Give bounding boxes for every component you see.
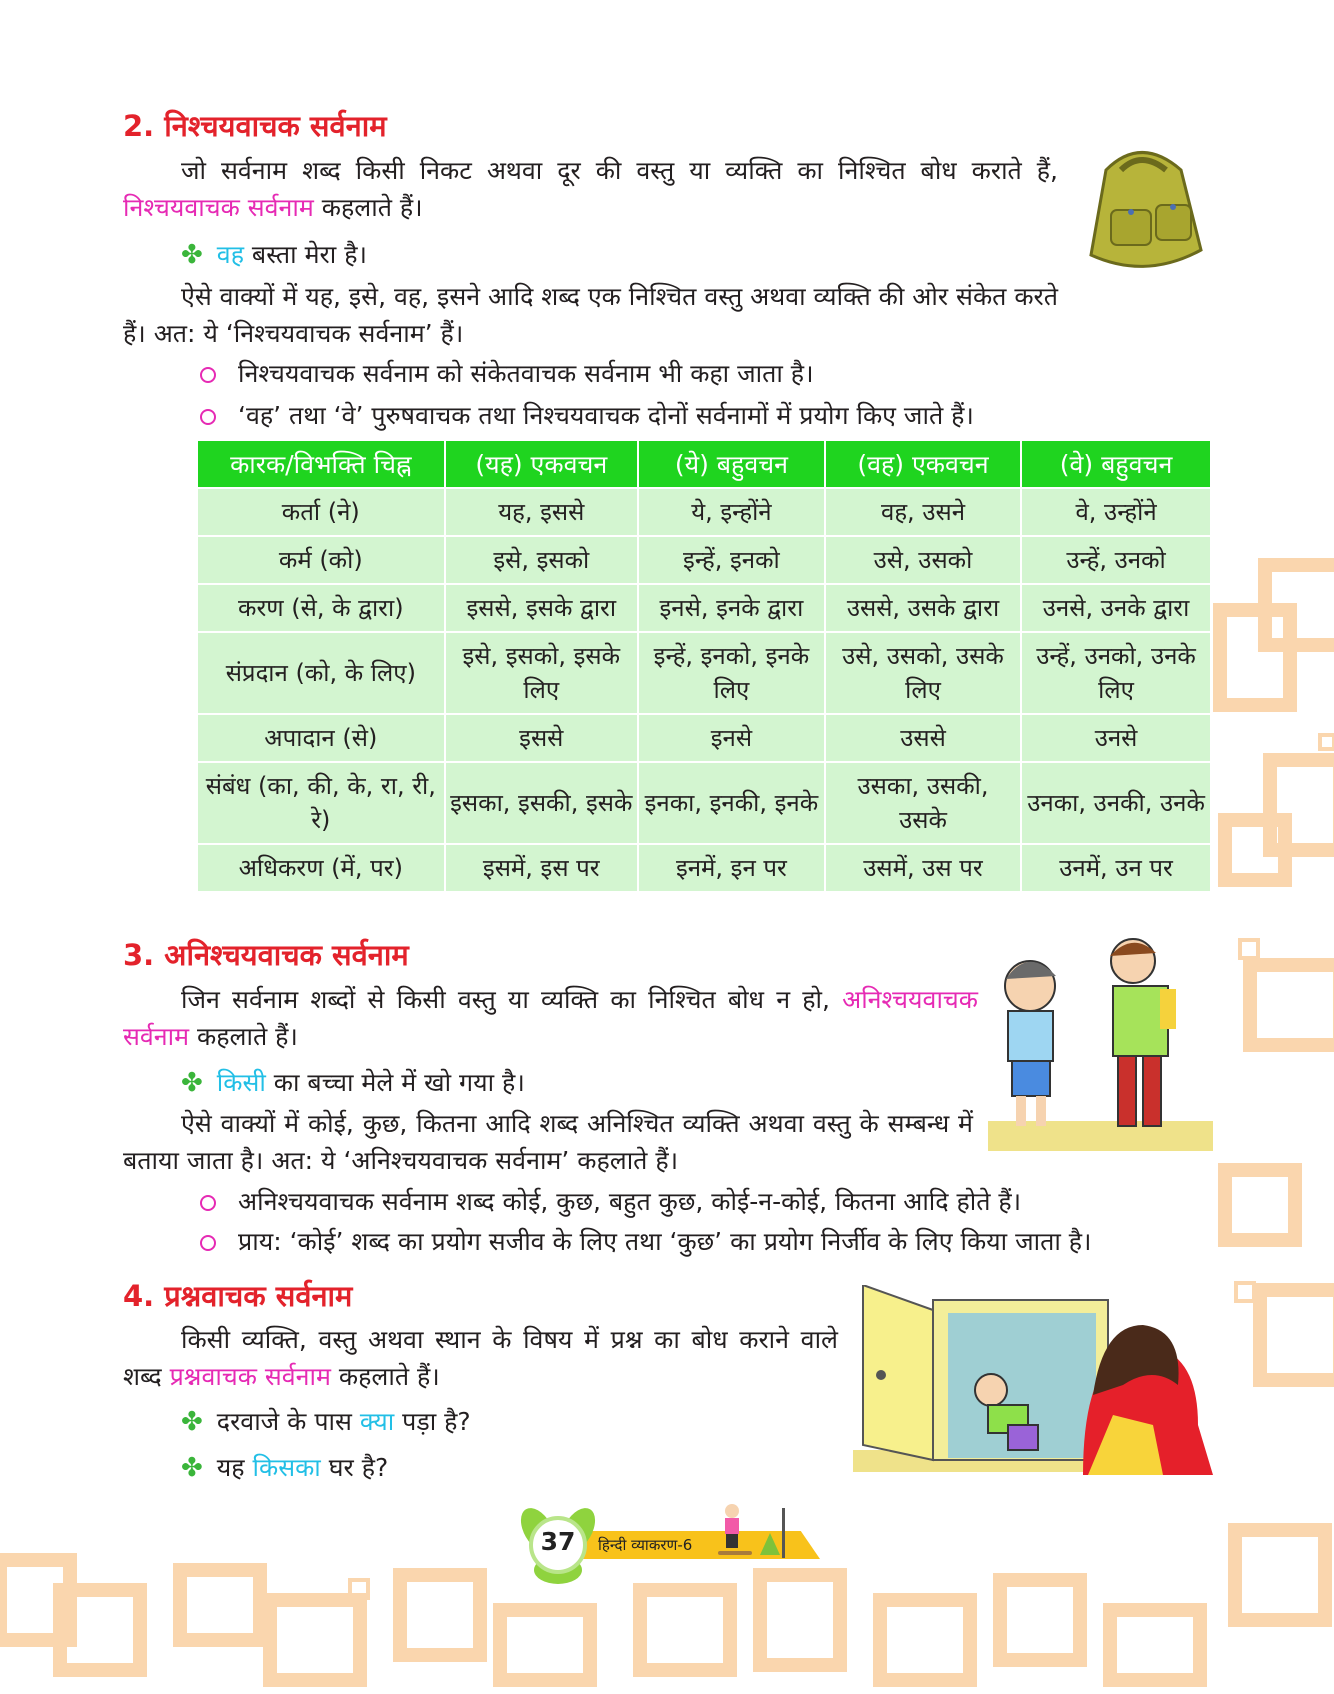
term-highlight: अनिश्चयवाचक सर्वनाम xyxy=(123,985,978,1051)
pronoun-form-cell: इसमें, इस पर xyxy=(446,845,637,891)
note-text: अनिश्चयवाचक सर्वनाम शब्द कोई, कुछ, बहुत कुछ, कोई-न-कोई, कितना आदि होते हैं। xyxy=(238,1187,1022,1216)
table-header-cell: (वे) बहुवचन xyxy=(1022,441,1210,487)
note-text: ‘वह’ तथा ‘वे’ पुरुषवाचक तथा निश्चयवाचक दोनों सर्वनामों में प्रयोग किए जाते हैं। xyxy=(238,401,974,430)
table-row xyxy=(198,585,1210,631)
book-title: हिन्दी व्याकरण-6 xyxy=(598,1536,693,1554)
definition-text: जिन सर्वनाम शब्दों से किसी वस्तु या व्यक्ति का निश्चित बोध न हो, xyxy=(181,985,843,1014)
table-header-row xyxy=(198,441,1210,487)
example-text: दरवाजे के पास xyxy=(216,1407,360,1436)
pronoun-form-cell: उसे, उसको, उसके लिए xyxy=(826,633,1020,713)
case-name-cell: अधिकरण (में, पर) xyxy=(198,845,444,891)
clover-bullet-icon: ✤ xyxy=(181,1068,203,1098)
case-name-cell: संप्रदान (को, के लिए) xyxy=(198,633,444,713)
definition-paragraph xyxy=(123,152,1058,226)
table-header-cell: (वह) एकवचन xyxy=(826,441,1020,487)
table-row xyxy=(198,763,1210,843)
pronoun-form-cell: इनका, इनकी, इनके xyxy=(639,763,824,843)
definition-paragraph xyxy=(123,1321,838,1395)
pronoun-form-cell: इससे xyxy=(446,715,637,761)
example-text: घर है? xyxy=(320,1453,389,1482)
section-heading-interrogative-pronoun: 4. प्रश्नवाचक सर्वनाम xyxy=(123,1279,353,1313)
circle-bullet-icon xyxy=(200,367,216,383)
pronoun-form-cell: उनसे xyxy=(1022,715,1210,761)
table-row xyxy=(198,489,1210,535)
example-item xyxy=(181,1403,471,1441)
example-text: पड़ा है? xyxy=(394,1407,471,1436)
example-highlight: वह xyxy=(216,240,244,269)
table-header-cell: (ये) बहुवचन xyxy=(639,441,824,487)
section-heading-definite-pronoun: 2. निश्चयवाचक सर्वनाम xyxy=(123,109,387,143)
example-text: यह xyxy=(216,1453,253,1482)
term-highlight: निश्चयवाचक सर्वनाम xyxy=(123,193,314,222)
case-name-cell: कर्ता (ने) xyxy=(198,489,444,535)
pronoun-form-cell: इन्हें, इनको xyxy=(639,537,824,583)
clover-bullet-icon: ✤ xyxy=(181,240,203,270)
example-item xyxy=(181,1064,525,1102)
pronoun-form-cell: वह, उसने xyxy=(826,489,1020,535)
example-highlight: किसका xyxy=(252,1453,321,1482)
table-row xyxy=(198,845,1210,891)
pronoun-form-cell: उन्हें, उनको, उनके लिए xyxy=(1022,633,1210,713)
table-body xyxy=(198,489,1210,891)
pronoun-form-cell: उन्हें, उनको xyxy=(1022,537,1210,583)
table-header-cell: (यह) एकवचन xyxy=(446,441,637,487)
definition-text-end: कहलाते हैं। xyxy=(330,1362,440,1391)
case-name-cell: कर्म (को) xyxy=(198,537,444,583)
pronoun-form-cell: ये, इन्होंने xyxy=(639,489,824,535)
circle-bullet-icon xyxy=(200,409,216,425)
example-text: का बच्चा मेले में खो गया है। xyxy=(265,1068,525,1097)
term-highlight: प्रश्नवाचक सर्वनाम xyxy=(169,1362,331,1391)
section-heading-indefinite-pronoun: 3. अनिश्चयवाचक सर्वनाम xyxy=(123,938,409,972)
circle-bullet-icon xyxy=(200,1235,216,1251)
skateboarder-illustration xyxy=(710,1503,790,1563)
pronoun-declension-table xyxy=(196,439,1212,893)
example-text: बस्ता मेरा है। xyxy=(243,240,367,269)
backpack-illustration xyxy=(1066,140,1216,280)
pronoun-form-cell: इसका, इसकी, इसके xyxy=(446,763,637,843)
pronoun-form-cell: इसे, इसको xyxy=(446,537,637,583)
pronoun-form-cell: इनसे xyxy=(639,715,824,761)
example-highlight: क्या xyxy=(359,1407,395,1436)
case-name-cell: संबंध (का, की, के, रा, री, रे) xyxy=(198,763,444,843)
case-name-cell: करण (से, के द्वारा) xyxy=(198,585,444,631)
pronoun-form-cell: उनमें, उन पर xyxy=(1022,845,1210,891)
definition-paragraph xyxy=(123,981,978,1055)
note-item xyxy=(200,397,974,434)
circle-bullet-icon xyxy=(200,1195,216,1211)
pronoun-form-cell: उसमें, उस पर xyxy=(826,845,1020,891)
note-item xyxy=(200,1223,1092,1260)
note-item xyxy=(200,355,814,392)
pronoun-form-cell: उनका, उनकी, उनके xyxy=(1022,763,1210,843)
explanation-paragraph: ऐसे वाक्यों में कोई, कुछ, कितना आदि शब्द अनिश्चित व्यक्ति अथवा वस्तु के सम्बन्ध में बताया जाता है। अत: ये ‘अनिश्चयवाचक सर्वनाम’ कहलाते हैं। xyxy=(123,1109,973,1175)
definition-text: जो सर्वनाम शब्द किसी निकट अथवा दूर की वस्तु या व्यक्ति का निश्चित बोध कराते हैं, xyxy=(181,156,1058,185)
note-item xyxy=(200,1183,1021,1220)
example-item xyxy=(181,236,367,274)
definition-text-end: कहलाते हैं। xyxy=(189,1022,298,1051)
pronoun-form-cell: इन्हें, इनको, इनके लिए xyxy=(639,633,824,713)
table-row xyxy=(198,633,1210,713)
pronoun-form-cell: उसे, उसको xyxy=(826,537,1020,583)
note-text: प्राय: ‘कोई’ शब्द का प्रयोग सजीव के लिए तथा ‘कुछ’ का प्रयोग निर्जीव के लिए किया जाता है। xyxy=(238,1227,1092,1256)
pronoun-form-cell: उससे, उसके द्वारा xyxy=(826,585,1020,631)
page-number: 37 xyxy=(540,1527,576,1556)
definition-text-end: कहलाते हैं। xyxy=(313,193,423,222)
pronoun-form-cell: उसका, उसकी, उसके xyxy=(826,763,1020,843)
table-header-cell: कारक/विभक्ति चिह्न xyxy=(198,441,444,487)
pronoun-form-cell: इनसे, इनके द्वारा xyxy=(639,585,824,631)
pronoun-form-cell: इससे, इसके द्वारा xyxy=(446,585,637,631)
pronoun-form-cell: इसे, इसको, इसके लिए xyxy=(446,633,637,713)
table-row xyxy=(198,537,1210,583)
pronoun-form-cell: वे, उन्होंने xyxy=(1022,489,1210,535)
example-highlight: किसी xyxy=(216,1068,266,1097)
children-illustration xyxy=(988,931,1213,1151)
example-item xyxy=(181,1449,388,1487)
case-name-cell: अपादान (से) xyxy=(198,715,444,761)
pronoun-form-cell: यह, इससे xyxy=(446,489,637,535)
clover-bullet-icon: ✤ xyxy=(181,1453,203,1483)
door-scene-illustration xyxy=(853,1285,1213,1475)
pronoun-form-cell: इनमें, इन पर xyxy=(639,845,824,891)
clover-bullet-icon: ✤ xyxy=(181,1407,203,1437)
definition-text: किसी व्यक्ति, वस्तु अथवा स्थान के विषय में प्रश्न का बोध कराने वाले शब्द xyxy=(123,1325,838,1391)
pronoun-form-cell: उससे xyxy=(826,715,1020,761)
pronoun-form-cell: उनसे, उनके द्वारा xyxy=(1022,585,1210,631)
table-row xyxy=(198,715,1210,761)
note-text: निश्चयवाचक सर्वनाम को संकेतवाचक सर्वनाम भी कहा जाता है। xyxy=(238,359,814,388)
explanation-paragraph: ऐसे वाक्यों में यह, इसे, वह, इसने आदि शब्द एक निश्चित वस्तु अथवा व्यक्ति की ओर संकेत करते हैं। अत: ये ‘निश्चयवाचक सर्वनाम’ हैं। xyxy=(123,282,1059,348)
